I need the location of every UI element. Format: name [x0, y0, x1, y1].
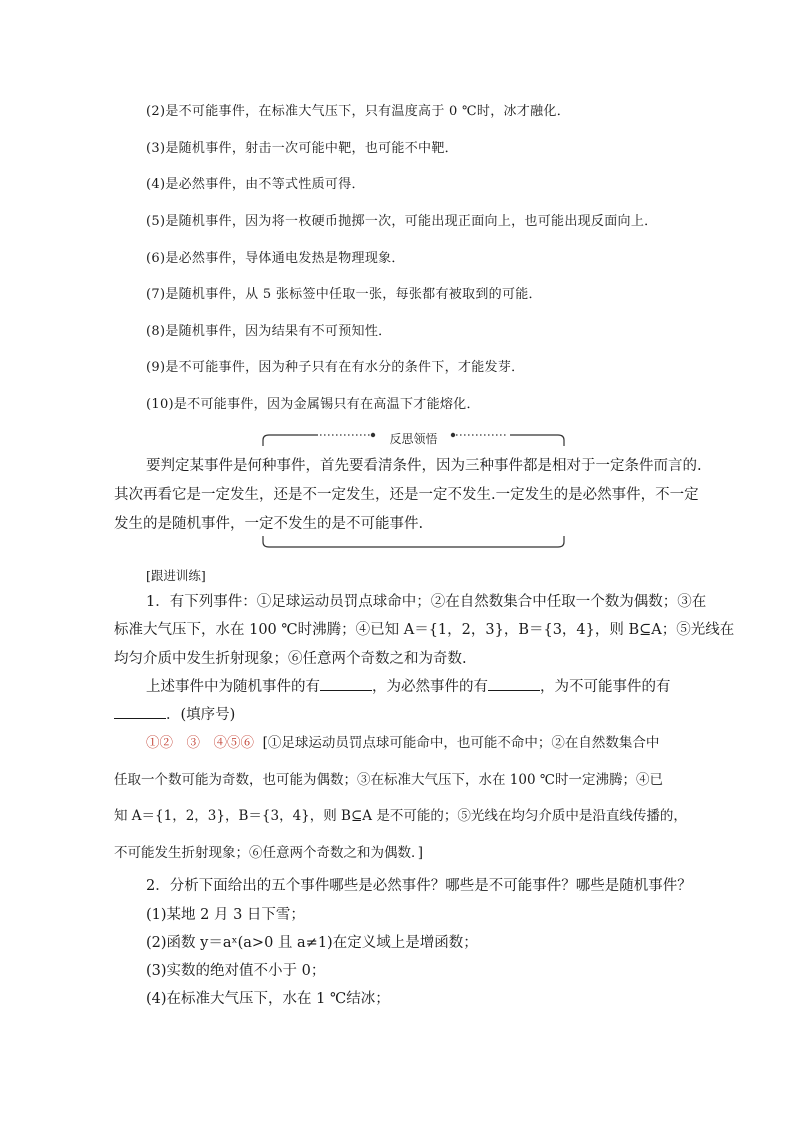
answer-blank[interactable]: [320, 689, 372, 691]
fill-text: ．(填序号): [166, 707, 236, 723]
answer-line: (7)是随机事件，从 5 张标签中任取一张，每张都有被取到的可能．: [146, 287, 542, 302]
answer-line: (2)是不可能事件，在标准大气压下，只有温度高于 0 ℃时，冰才融化．: [146, 104, 570, 119]
answer-line: (6)是必然事件，导体通电发热是物理现象．: [146, 251, 405, 266]
solution-text: 不可能发生折射现象；⑥任意两个奇数之和为偶数．]: [114, 845, 424, 861]
reflection-text: 要判定某事件是何种事件，首先要看清条件，因为三种事件都是相对于一定条件而言的.: [146, 458, 702, 474]
question-1-fill: [114, 703, 235, 724]
fill-text: 上述事件中为随机事件的有: [146, 679, 320, 695]
fill-text: ，为不可能事件的有: [540, 679, 671, 695]
question-2-item: (4)在标准大气压下，水在 1 ℃结冰；: [146, 991, 390, 1007]
question-1-text: 均匀介质中发生折射现象；⑥任意两个奇数之和为奇数.: [114, 651, 467, 667]
answer-blank[interactable]: [488, 689, 540, 691]
solution-text: 知 A＝{1，2，3}，B＝{3，4}，则 B⊆A 是不可能的；⑤光线在均匀介质中是沿直线传播的，: [114, 808, 687, 824]
answer-line: (9)是不可能事件，因为种子只有在有水分的条件下，才能发芽．: [146, 360, 525, 375]
answer-line: (4)是必然事件，由不等式性质可得．: [146, 177, 365, 192]
answer-line: (3)是随机事件，射击一次可能中靶，也可能不中靶．: [146, 141, 458, 156]
question-2-item: (3)实数的绝对值不小于 0；: [146, 963, 326, 979]
answer-key: ①② ③ ④⑤⑥: [146, 735, 254, 751]
reflection-title: 反思领悟: [385, 430, 441, 447]
question-2-text: 2．分析下面给出的五个事件哪些是必然事件？哪些是不可能事件？哪些是随机事件？: [146, 878, 692, 894]
answer-line: (8)是随机事件，因为结果有不可预知性．: [146, 324, 392, 339]
question-1-solution: [146, 731, 659, 751]
question-1-text: 标准大气压下，水在 100 ℃时沸腾；④已知 A＝{1，2，3}，B＝{3，4}，则 B⊆A；⑤光线在: [114, 622, 735, 638]
answer-blank[interactable]: [114, 717, 166, 719]
question-2-item: (2)函数 y＝aˣ(a>0 且 a≠1)在定义域上是增函数；: [146, 935, 478, 951]
reflection-text: 发生的是随机事件，一定不发生的是不可能事件.: [114, 516, 424, 532]
question-1-text: 1．有下列事件：①足球运动员罚点球命中；②在自然数集合中任取一个数为偶数；③在: [146, 594, 707, 610]
question-1-fill: [146, 675, 671, 696]
answer-line: (5)是随机事件，因为将一枚硬币抛掷一次，可能出现正面向上，也可能出现反面向上．: [146, 214, 658, 229]
reflection-text: 其次再看它是一定发生，还是不一定发生，还是一定不发生.一定发生的是必然事件，不一定: [114, 487, 699, 503]
solution-text: [①足球运动员罚点球可能命中，也可能不命中；②在自然数集合中: [262, 735, 660, 751]
fill-text: ，为必然事件的有: [372, 679, 488, 695]
question-2-item: (1)某地 2 月 3 日下雪；: [146, 907, 305, 923]
answer-line: (10)是不可能事件，因为金属锡只有在高温下才能熔化．: [146, 397, 480, 412]
practice-header: [跟进训练]: [146, 568, 206, 583]
solution-text: 任取一个数可能为奇数，也可能为偶数；③在标准大气压下，水在 100 ℃时一定沸腾；④已: [114, 772, 663, 788]
